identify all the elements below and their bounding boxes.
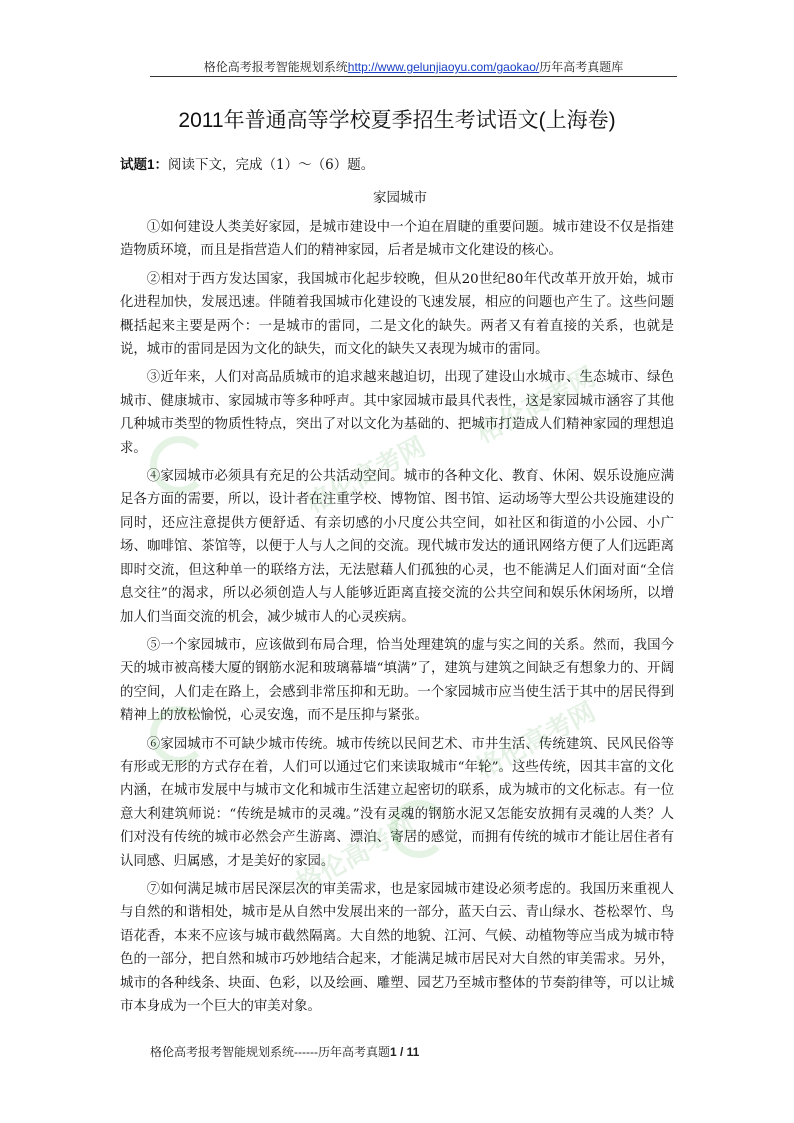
watermark-text: 格伦高考网 xyxy=(471,696,601,785)
watermark-text: 格伦高考网 xyxy=(471,361,601,450)
header-suffix: 历年高考真题库 xyxy=(539,60,624,74)
footer-text: 格伦高考报考智能规划系统------历年高考真题 xyxy=(150,1045,390,1059)
paragraph-7: ⑦如何满足城市居民深层次的审美需求，也是家园城市建设必须考虑的。我国历来重视人与自然的和谐相处，城市是从自然中发展出来的一部分，蓝天白云、青山绿水、苍松翠竹、鸟语花香，本来不应该与城市截然隔离。大自然的地貌、江河、气候、动植物等应当成为城市特色的一部分，把自然和城市巧妙地结合起来，才能满足城市居民对大自然的审美需求。另外，城市的各种线条、块面、色彩，以及绘画、雕塑、园艺乃至城市整体的节奏韵律等，可以让城市本身成为一个巨大的审美对象。 xyxy=(120,881,674,1014)
paragraph-4: ④家园城市必须具有充足的公共活动空间。城市的各种文化、教育、休闲、娱乐设施应满足各方面的需要，所以，设计者在注重学校、博物馆、图书馆、运动场等大型公共设施建设的同时，还应注意提供方便舒适、有亲切感的小尺度公共空间，如社区和街道的小公园、小广场、咖啡馆、茶馆等，以便于人与人之间的交流。现代城市发达的通讯网络方便了人们远距离即时交流，但这种单一的联络方法，无法慰藉人们孤独的心灵，也不能满足人们面对面“全信息交往”的渴求，所以必须创造人与人能够近距离直接交流的公共空间和娱乐休闲场所，以增加人们当面交流的机会，减少城市人的心灵疾病。 xyxy=(120,469,674,625)
paragraph-3: ③近年来，人们对高品质城市的追求越来越迫切，出现了建设山水城市、生态城市、绿色城市、健康城市、家园城市等多种呼声。其中家园城市最具代表性，这是家园城市涵容了其他几种城市类型的物质性特点，突出了对以文化为基础的、把城市打造成人们精神家园的理想追求。 xyxy=(120,370,674,456)
watermark-text: 格伦高考网 xyxy=(301,431,431,520)
page-number: 1 / 11 xyxy=(389,1045,420,1059)
header-prefix: 格伦高考报考智能规划系统 xyxy=(203,60,348,74)
question-prompt xyxy=(120,153,680,173)
paragraph-1: ①如何建设人类美好家园，是城市建设中一个迫在眉睫的重要问题。城市建设不仅是指建造物质环境，而且是指营造人们的精神家园，后者是城市文化建设的核心。 xyxy=(120,220,674,259)
header-link[interactable]: http://www.gelunjiaoyu.com/gaokao/ xyxy=(347,60,540,74)
paragraph-2: ②相对于西方发达国家，我国城市化起步较晚，但从20世纪80年代改革开放开始，城市化进程加快，发展迅速。伴随着我国城市化建设的飞速发展，相应的问题也产生了。这些问题概括起来主要是两个：一是城市的雷同，二是文化的缺失。两者又有着直接的关系，也就是说，城市的雷同是因为文化的缺失，而文化的缺失又表现为城市的雷同。 xyxy=(120,271,674,358)
page-footer xyxy=(150,1043,570,1060)
article-title: 家园城市 xyxy=(373,190,427,206)
article-body xyxy=(120,216,674,1023)
paragraph-5: ⑤一个家园城市，应该做到布局合理，恰当处理建筑的虚与实之间的关系。然而，我国今天的城市被高楼大厦的钢筋水泥和玻璃幕墙“填满”了，建筑与建筑之间缺乏有想象力的、开阔的空间，人们走在路上，会感到非常压抑和无助。一个家园城市应当使生活于其中的居民得到精神上的放松愉悦，心灵安逸，而不是压抑与紧张。 xyxy=(120,637,674,724)
watermark-text: 格伦高考网 xyxy=(291,811,421,900)
page-title: 2011年普通高等学校夏季招生考试语文(上海卷) xyxy=(178,109,616,132)
question-label: 试题1： xyxy=(120,157,169,172)
question-text: 阅读下文，完成（1）～（6）题。 xyxy=(168,157,375,173)
header-divider xyxy=(150,76,677,77)
paragraph-6: ⑥家园城市不可缺少城市传统。城市传统以民间艺术、市井生活、传统建筑、民风民俗等有形或无形的方式存在着，人们可以通过它们来读取城市“年轮”。这些传统，因其丰富的文化内涵，在城市发展中与城市文化和城市生活建立起密切的联系，成为城市的文化标志。有一位意大利建筑师说：“传统是城市的灵魂。”没有灵魂的钢筋水泥又怎能安放拥有灵魂的人类？人们对没有传统的城市必然会产生游离、漂泊、寄居的感觉，而拥有传统的城市才能让居住者有认同感、归属感，才是美好的家园。 xyxy=(120,736,674,869)
page-header xyxy=(150,58,677,75)
